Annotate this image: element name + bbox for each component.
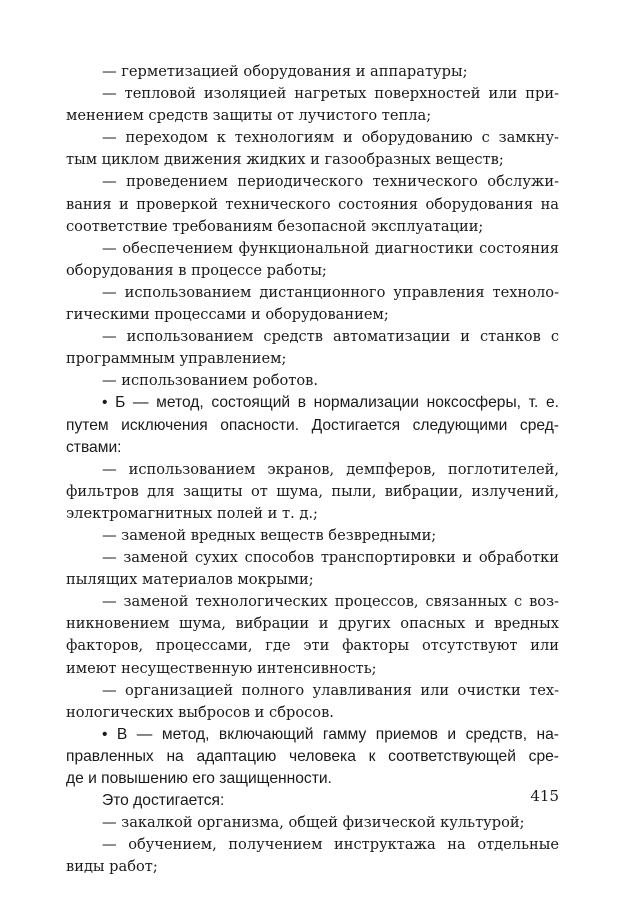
text-line: виды работ; <box>66 858 158 876</box>
text-line: гическими процессами и оборудованием; <box>66 306 389 324</box>
text-line: правленных на адаптацию человека к соответствующей сре- <box>66 747 559 765</box>
text-line: — переходом к технологиям и оборудованию с замкну- <box>102 129 559 147</box>
text-line: — тепловой изоляцией нагретых поверхностей или при- <box>102 85 559 103</box>
text-line: — обучением, получением инструктажа на отдельные <box>102 836 559 854</box>
text-line: программным управлением; <box>66 350 287 368</box>
text-line: де и повышению его защищенности. <box>66 770 332 787</box>
text-line: — закалкой организма, общей физической культурой; <box>102 814 525 832</box>
text-line: электромагнитных полей и т. д.; <box>66 504 318 522</box>
text-line: ствами: <box>66 438 122 456</box>
text-line: Это достигается: <box>102 792 225 810</box>
page-number: 415 <box>530 787 559 805</box>
text-line: факторов, процессами, где эти факторы отсутствуют или <box>66 637 559 655</box>
text-line: — заменой сухих способов транспортировки и обработки <box>102 549 559 567</box>
text-line: — использованием роботов. <box>102 372 319 390</box>
text-line: — использованием средств автоматизации и станков с <box>102 328 559 346</box>
text-line: — использованием экранов, демпферов, поглотителей, <box>102 460 559 478</box>
text-line: — заменой вредных веществ безвредными; <box>102 526 437 544</box>
text-line: — организацией полного улавливания или очистки тех- <box>102 681 559 699</box>
text-line: — заменой технологических процессов, связанных с воз- <box>102 593 559 611</box>
text-line: соответствие требованиям безопасной эксплуатации; <box>66 217 484 235</box>
text-line: нологических выбросов и сбросов. <box>66 703 334 721</box>
text-line: никновением шума, вибрации и других опасных и вредных <box>66 615 559 633</box>
text-line: имеют несущественную интенсивность; <box>66 659 377 677</box>
text-line: вания и проверкой технического состояния оборудования на <box>66 195 559 213</box>
text-line: тым циклом движения жидких и газообразных веществ; <box>66 151 504 169</box>
text-line: фильтров для защиты от шума, пыли, вибрации, излучений, <box>66 482 559 500</box>
text-line: • Б — метод, состоящий в нормализации ноксосферы, т. е. <box>102 394 559 412</box>
text-line: — обеспечением функциональной диагностики состояния <box>102 239 559 257</box>
text-line: — проведением периодического технического обслужи- <box>102 173 559 191</box>
text-line: — использованием дистанционного управления техноло- <box>102 283 559 301</box>
text-line: • В — метод, включающий гамму приемов и средств, на- <box>102 725 559 743</box>
text-line: пылящих материалов мокрыми; <box>66 571 314 589</box>
text-line: менением средств защиты от лучистого тепла; <box>66 107 432 125</box>
text-line: оборудования в процессе работы; <box>66 261 327 279</box>
text-line: — герметизацией оборудования и аппаратуры; <box>102 63 468 80</box>
text-line: путем исключения опасности. Достигается следующими сред- <box>66 416 559 434</box>
body-text <box>66 61 559 878</box>
